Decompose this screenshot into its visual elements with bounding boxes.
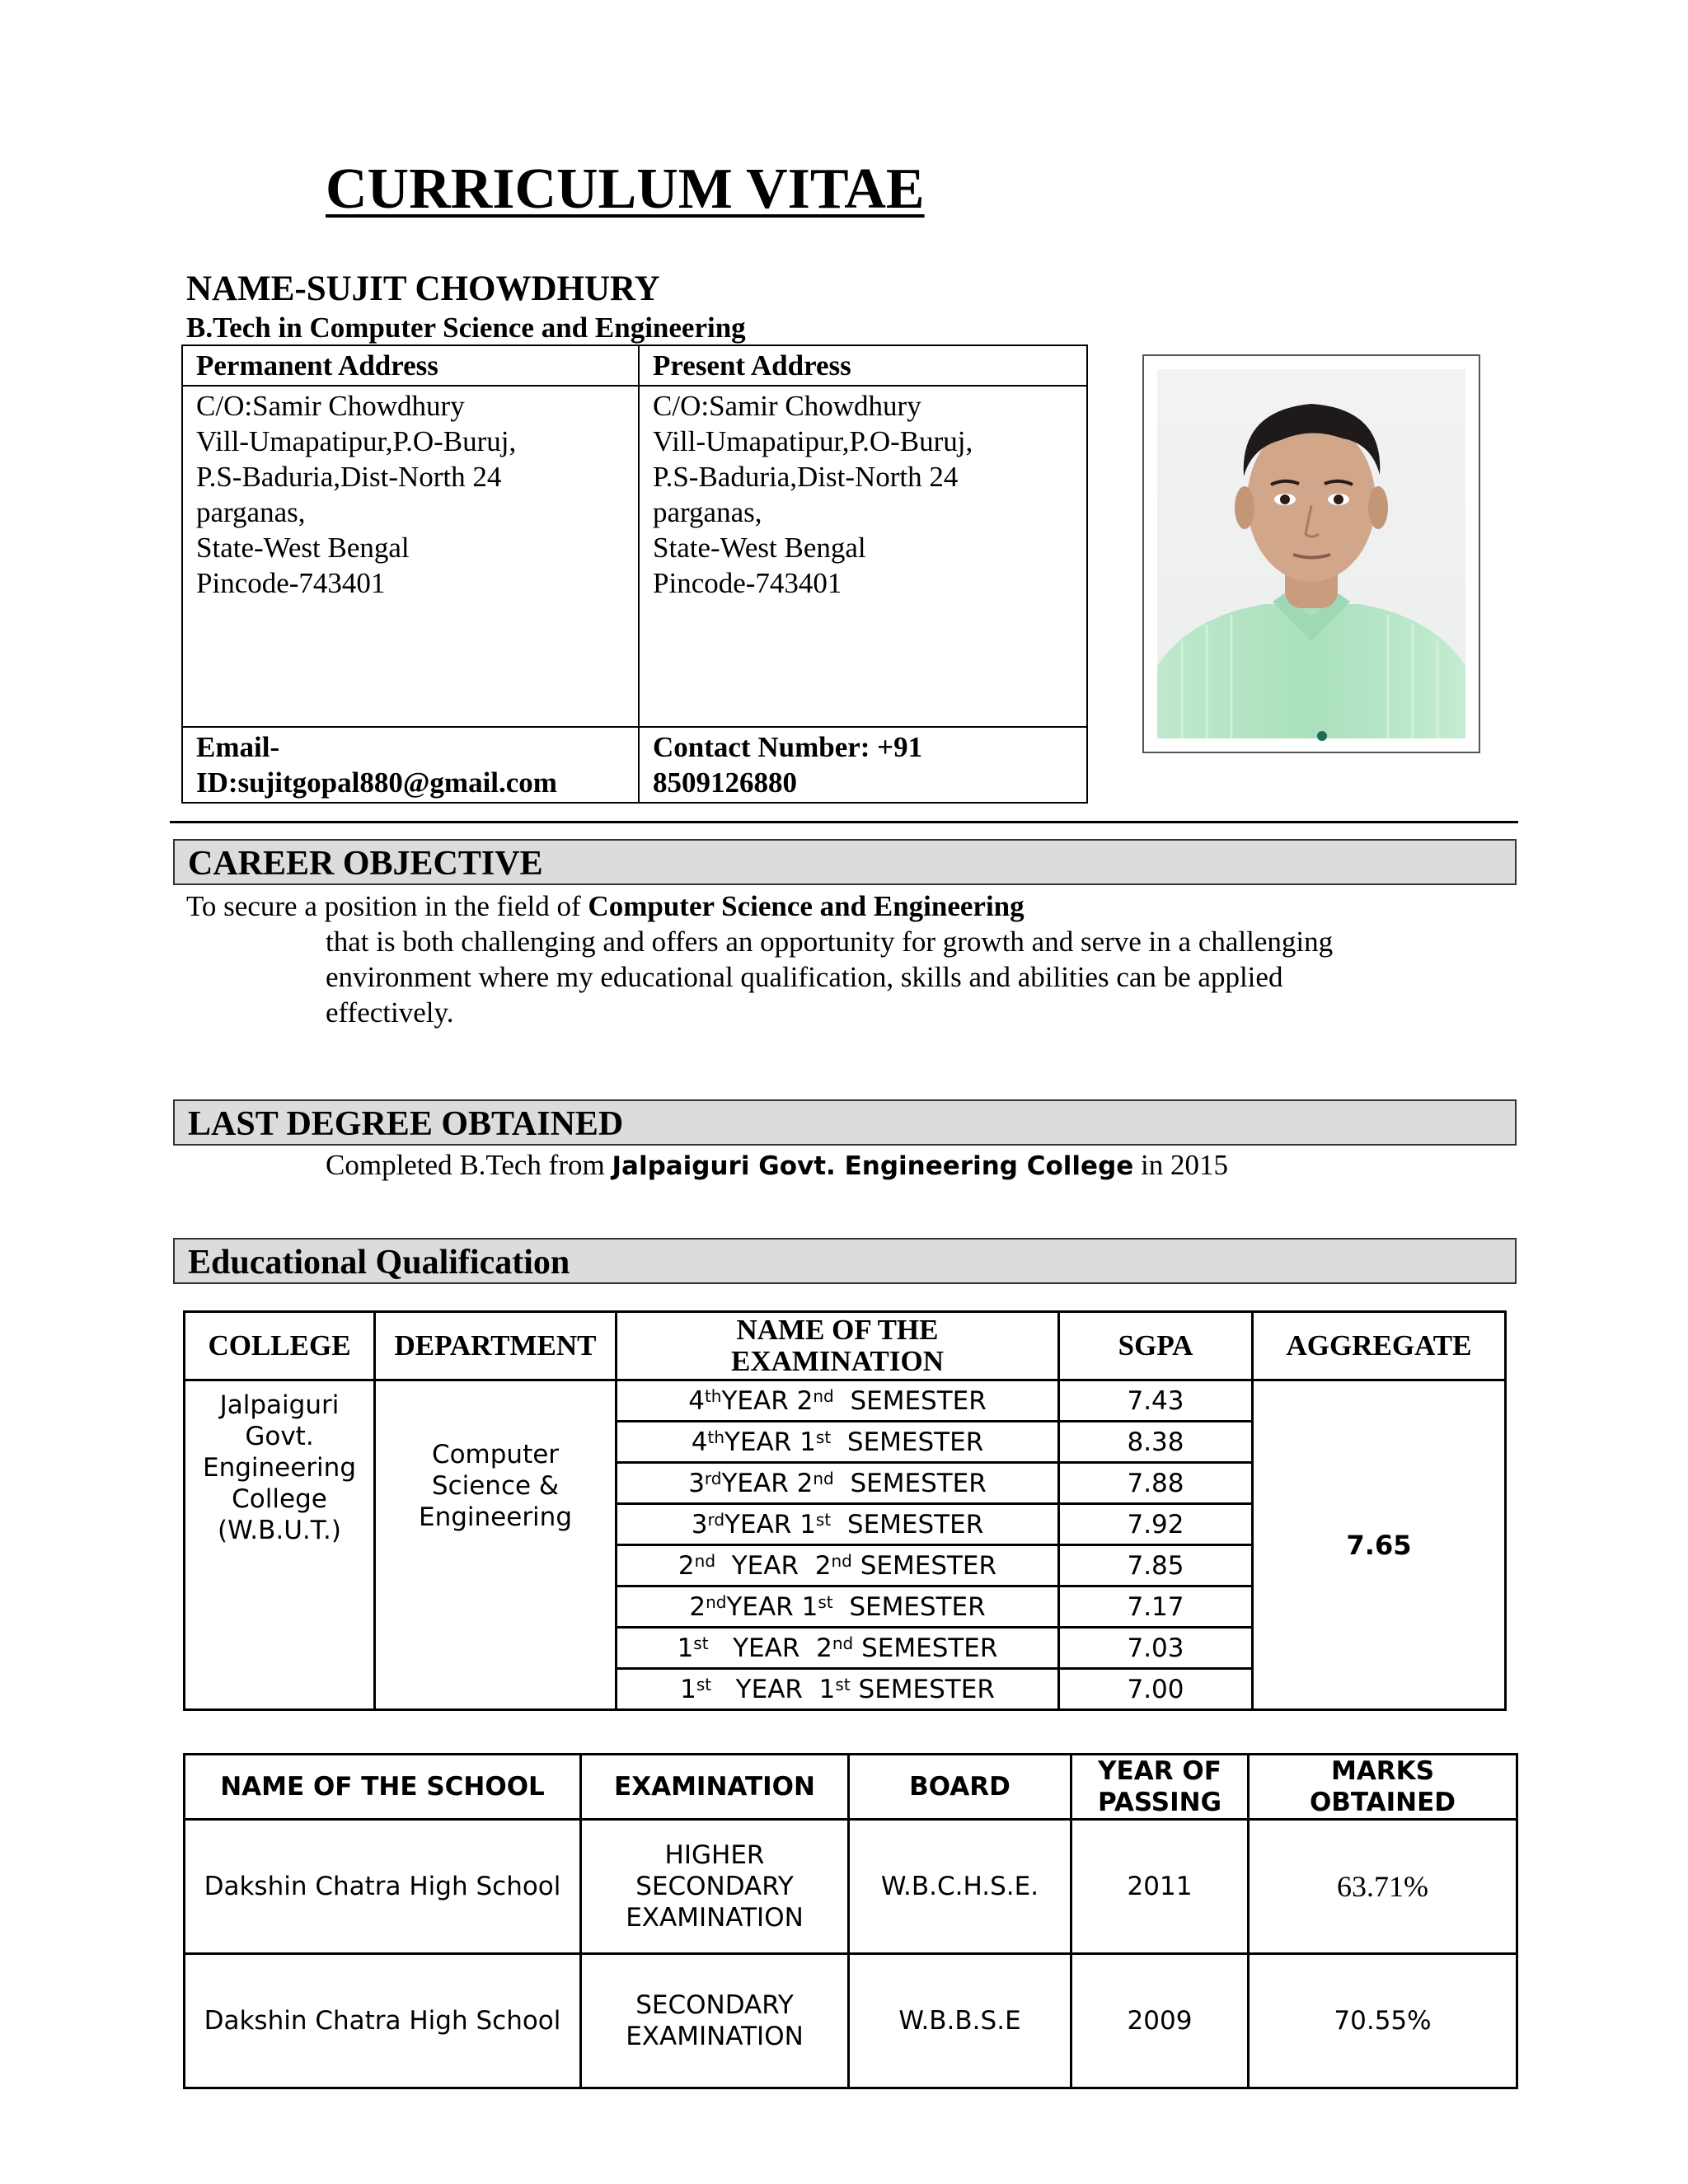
contact-cell [639,727,1087,803]
aggregate-cell: 7.65 [1253,1380,1506,1710]
year-suffix: th [704,1385,722,1406]
candidate-name: NAME-SUJIT CHOWDHURY [186,269,660,308]
year-num: 3 [688,1468,705,1498]
sem-suffix: st [815,1427,832,1447]
college-line: Jalpaiguri [219,1390,340,1420]
sgpa-cell: 7.88 [1059,1463,1253,1504]
sem-word: SEMESTER [846,1427,984,1457]
board-cell: W.B.B.S.E [849,1954,1071,2088]
year-cell: 2011 [1071,1820,1249,1954]
department-cell [375,1380,617,1710]
present-address-header: Present Address [639,345,1087,386]
exam-cell [617,1504,1059,1545]
marks-cell: 63.71% [1249,1820,1517,1954]
exam-cell [617,1628,1059,1669]
year-cell: 2009 [1071,1954,1249,2088]
col-department: DEPARTMENT [375,1312,617,1380]
objective-line: environment where my educational qualification, skills and abilities can be applied [326,961,1283,993]
email-value: ID:sujitgopal880@gmail.com [196,766,557,799]
school-table-wrapper [183,1753,1518,2051]
sem-suffix: st [815,1509,832,1530]
col-exam: EXAMINATION [581,1755,849,1820]
table-row [185,1820,1517,1954]
email-cell [182,727,639,803]
col-marks [1249,1755,1517,1820]
contact-value: 8509126880 [653,766,797,799]
year-num: 1 [680,1674,696,1704]
contact-label: Contact Number: +91 [653,731,923,763]
section-heading: LAST DEGREE OBTAINED [188,1105,624,1143]
sgpa-cell: 7.92 [1059,1504,1253,1545]
address-line: parganas, [653,496,762,528]
exam-cell [617,1586,1059,1628]
college-line: College [232,1484,327,1514]
school-name-cell: Dakshin Chatra High School [185,1820,581,1954]
sgpa-cell: 7.43 [1059,1380,1253,1422]
education-table [183,1310,1507,1711]
department-line: Science & [431,1471,560,1501]
exam-line: SECONDARY [635,1872,794,1901]
exam-cell [617,1463,1059,1504]
profile-photo-frame [1142,354,1480,753]
last-degree-post: in 2015 [1133,1149,1229,1181]
sem-word: SEMESTER [860,1550,997,1581]
permanent-address [182,386,639,727]
sem-suffix: nd [831,1550,852,1571]
sem-word: SEMESTER [846,1509,984,1540]
exam-line: EXAMINATION [626,1903,804,1933]
college-name: Jalpaiguri Govt. Engineering College [612,1151,1134,1181]
exam-cell [617,1669,1059,1710]
sem-word: SEMESTER [850,1468,987,1498]
email-label: Email- [196,731,280,763]
objective-lead-text: To secure a position in the field of [186,890,588,922]
exam-cell [617,1380,1059,1422]
objective-line: effectively. [326,996,454,1029]
year-word: YEAR [721,1385,789,1416]
last-degree-heading-bar [173,1099,1517,1146]
col-year [1071,1755,1249,1820]
exam-cell [581,1820,849,1954]
address-line: Pincode-743401 [653,567,842,599]
col-school-name: NAME OF THE SCHOOL [185,1755,581,1820]
address-table [181,344,1088,804]
page-title: CURRICULUM VITAE [326,157,925,221]
last-degree-pre: Completed B.Tech from [326,1149,612,1181]
sem-num: 1 [799,1427,816,1457]
address-line: State-West Bengal [196,532,410,564]
sem-word: SEMESTER [861,1633,998,1663]
profile-photo [1157,369,1465,738]
year-num: 2 [689,1591,706,1622]
year-word: YEAR [724,1427,792,1457]
address-line: C/O:Samir Chowdhury [653,390,921,422]
year-num: 4 [691,1427,708,1457]
department-line: Computer [431,1440,560,1469]
exam-cell [617,1422,1059,1463]
sem-num: 2 [814,1550,832,1581]
sem-num: 2 [816,1633,832,1663]
year-num: 2 [678,1550,695,1581]
year-word: YEAR [731,1550,799,1581]
sem-word: SEMESTER [858,1674,995,1704]
sem-num: 2 [796,1385,814,1416]
year-suffix: th [707,1427,725,1447]
address-line: parganas, [196,496,306,528]
present-address [639,386,1087,727]
col-examination [617,1312,1059,1380]
objective-lead [186,888,1025,924]
year-suffix: st [696,1674,712,1694]
last-degree-text [326,1147,1228,1184]
exam-cell [581,1954,849,2088]
college-cell [185,1380,375,1710]
section-divider [170,821,1518,823]
col-aggregate: AGGREGATE [1253,1312,1506,1380]
objective-line: that is both challenging and offers an opportunity for growth and serve in a challenging [326,926,1334,958]
col-board: BOARD [849,1755,1071,1820]
sem-suffix: nd [832,1633,854,1653]
sem-suffix: nd [813,1385,834,1406]
sem-suffix: st [818,1591,833,1612]
year-suffix: rd [704,1468,722,1488]
col-college: COLLEGE [185,1312,375,1380]
college-line: (W.B.U.T.) [218,1516,341,1545]
marks-cell: 70.55% [1249,1954,1517,2088]
header-line: PASSING [1097,1788,1222,1817]
board-cell: W.B.C.H.S.E. [849,1820,1071,1954]
section-heading: CAREER OBJECTIVE [188,845,543,883]
college-line: Govt. [245,1422,314,1451]
address-line: Pincode-743401 [196,567,386,599]
address-line: Vill-Umapatipur,P.O-Buruj, [196,425,517,457]
header-line: OBTAINED [1309,1788,1456,1817]
exam-line: EXAMINATION [626,2022,804,2051]
year-word: YEAR [733,1633,800,1663]
year-suffix: rd [707,1509,725,1530]
college-line: Engineering [203,1453,356,1483]
sgpa-cell: 7.00 [1059,1669,1253,1710]
year-num: 1 [677,1633,694,1663]
sgpa-cell: 7.85 [1059,1545,1253,1586]
school-table [183,1753,1518,2089]
career-objective-heading-bar [173,839,1517,885]
school-name-cell: Dakshin Chatra High School [185,1954,581,2088]
sgpa-cell: 7.03 [1059,1628,1253,1669]
year-num: 4 [688,1385,705,1416]
sem-num: 1 [801,1591,818,1622]
address-line: Vill-Umapatipur,P.O-Buruj, [653,425,973,457]
header-line: EXAMINATION [731,1345,944,1377]
person-portrait-icon [1157,369,1465,738]
sem-suffix: nd [813,1468,834,1488]
sem-num: 1 [799,1509,816,1540]
col-sgpa: SGPA [1059,1312,1253,1380]
year-suffix: nd [706,1591,727,1612]
sgpa-cell: 7.17 [1059,1586,1253,1628]
sem-num: 1 [818,1674,836,1704]
sem-suffix: st [835,1674,851,1694]
exam-line: SECONDARY [635,1990,794,2020]
header-line: MARKS [1330,1756,1435,1786]
sgpa-cell: 8.38 [1059,1422,1253,1463]
objective-field: Computer Science and Engineering [588,890,1025,922]
degree-summary: B.Tech in Computer Science and Engineering [186,312,746,344]
year-word: YEAR [735,1674,803,1704]
year-suffix: st [693,1633,709,1653]
exam-line: HIGHER [664,1840,765,1870]
address-line: State-West Bengal [653,532,866,564]
address-line: P.S-Baduria,Dist-North 24 [653,461,959,493]
address-line: P.S-Baduria,Dist-North 24 [196,461,502,493]
exam-cell [617,1545,1059,1586]
year-word: YEAR [726,1591,794,1622]
header-line: NAME OF THE [736,1314,939,1346]
sem-num: 2 [796,1468,814,1498]
section-heading: Educational Qualification [188,1244,570,1282]
year-word: YEAR [724,1509,792,1540]
table-row [185,1954,1517,2088]
sem-word: SEMESTER [849,1591,986,1622]
header-line: YEAR OF [1098,1756,1221,1786]
year-num: 3 [691,1509,708,1540]
sem-word: SEMESTER [850,1385,987,1416]
year-suffix: nd [694,1550,716,1571]
education-heading-bar [173,1238,1517,1284]
department-line: Engineering [419,1502,572,1532]
permanent-address-header: Permanent Address [182,345,639,386]
address-line: C/O:Samir Chowdhury [196,390,465,422]
year-word: YEAR [721,1468,789,1498]
